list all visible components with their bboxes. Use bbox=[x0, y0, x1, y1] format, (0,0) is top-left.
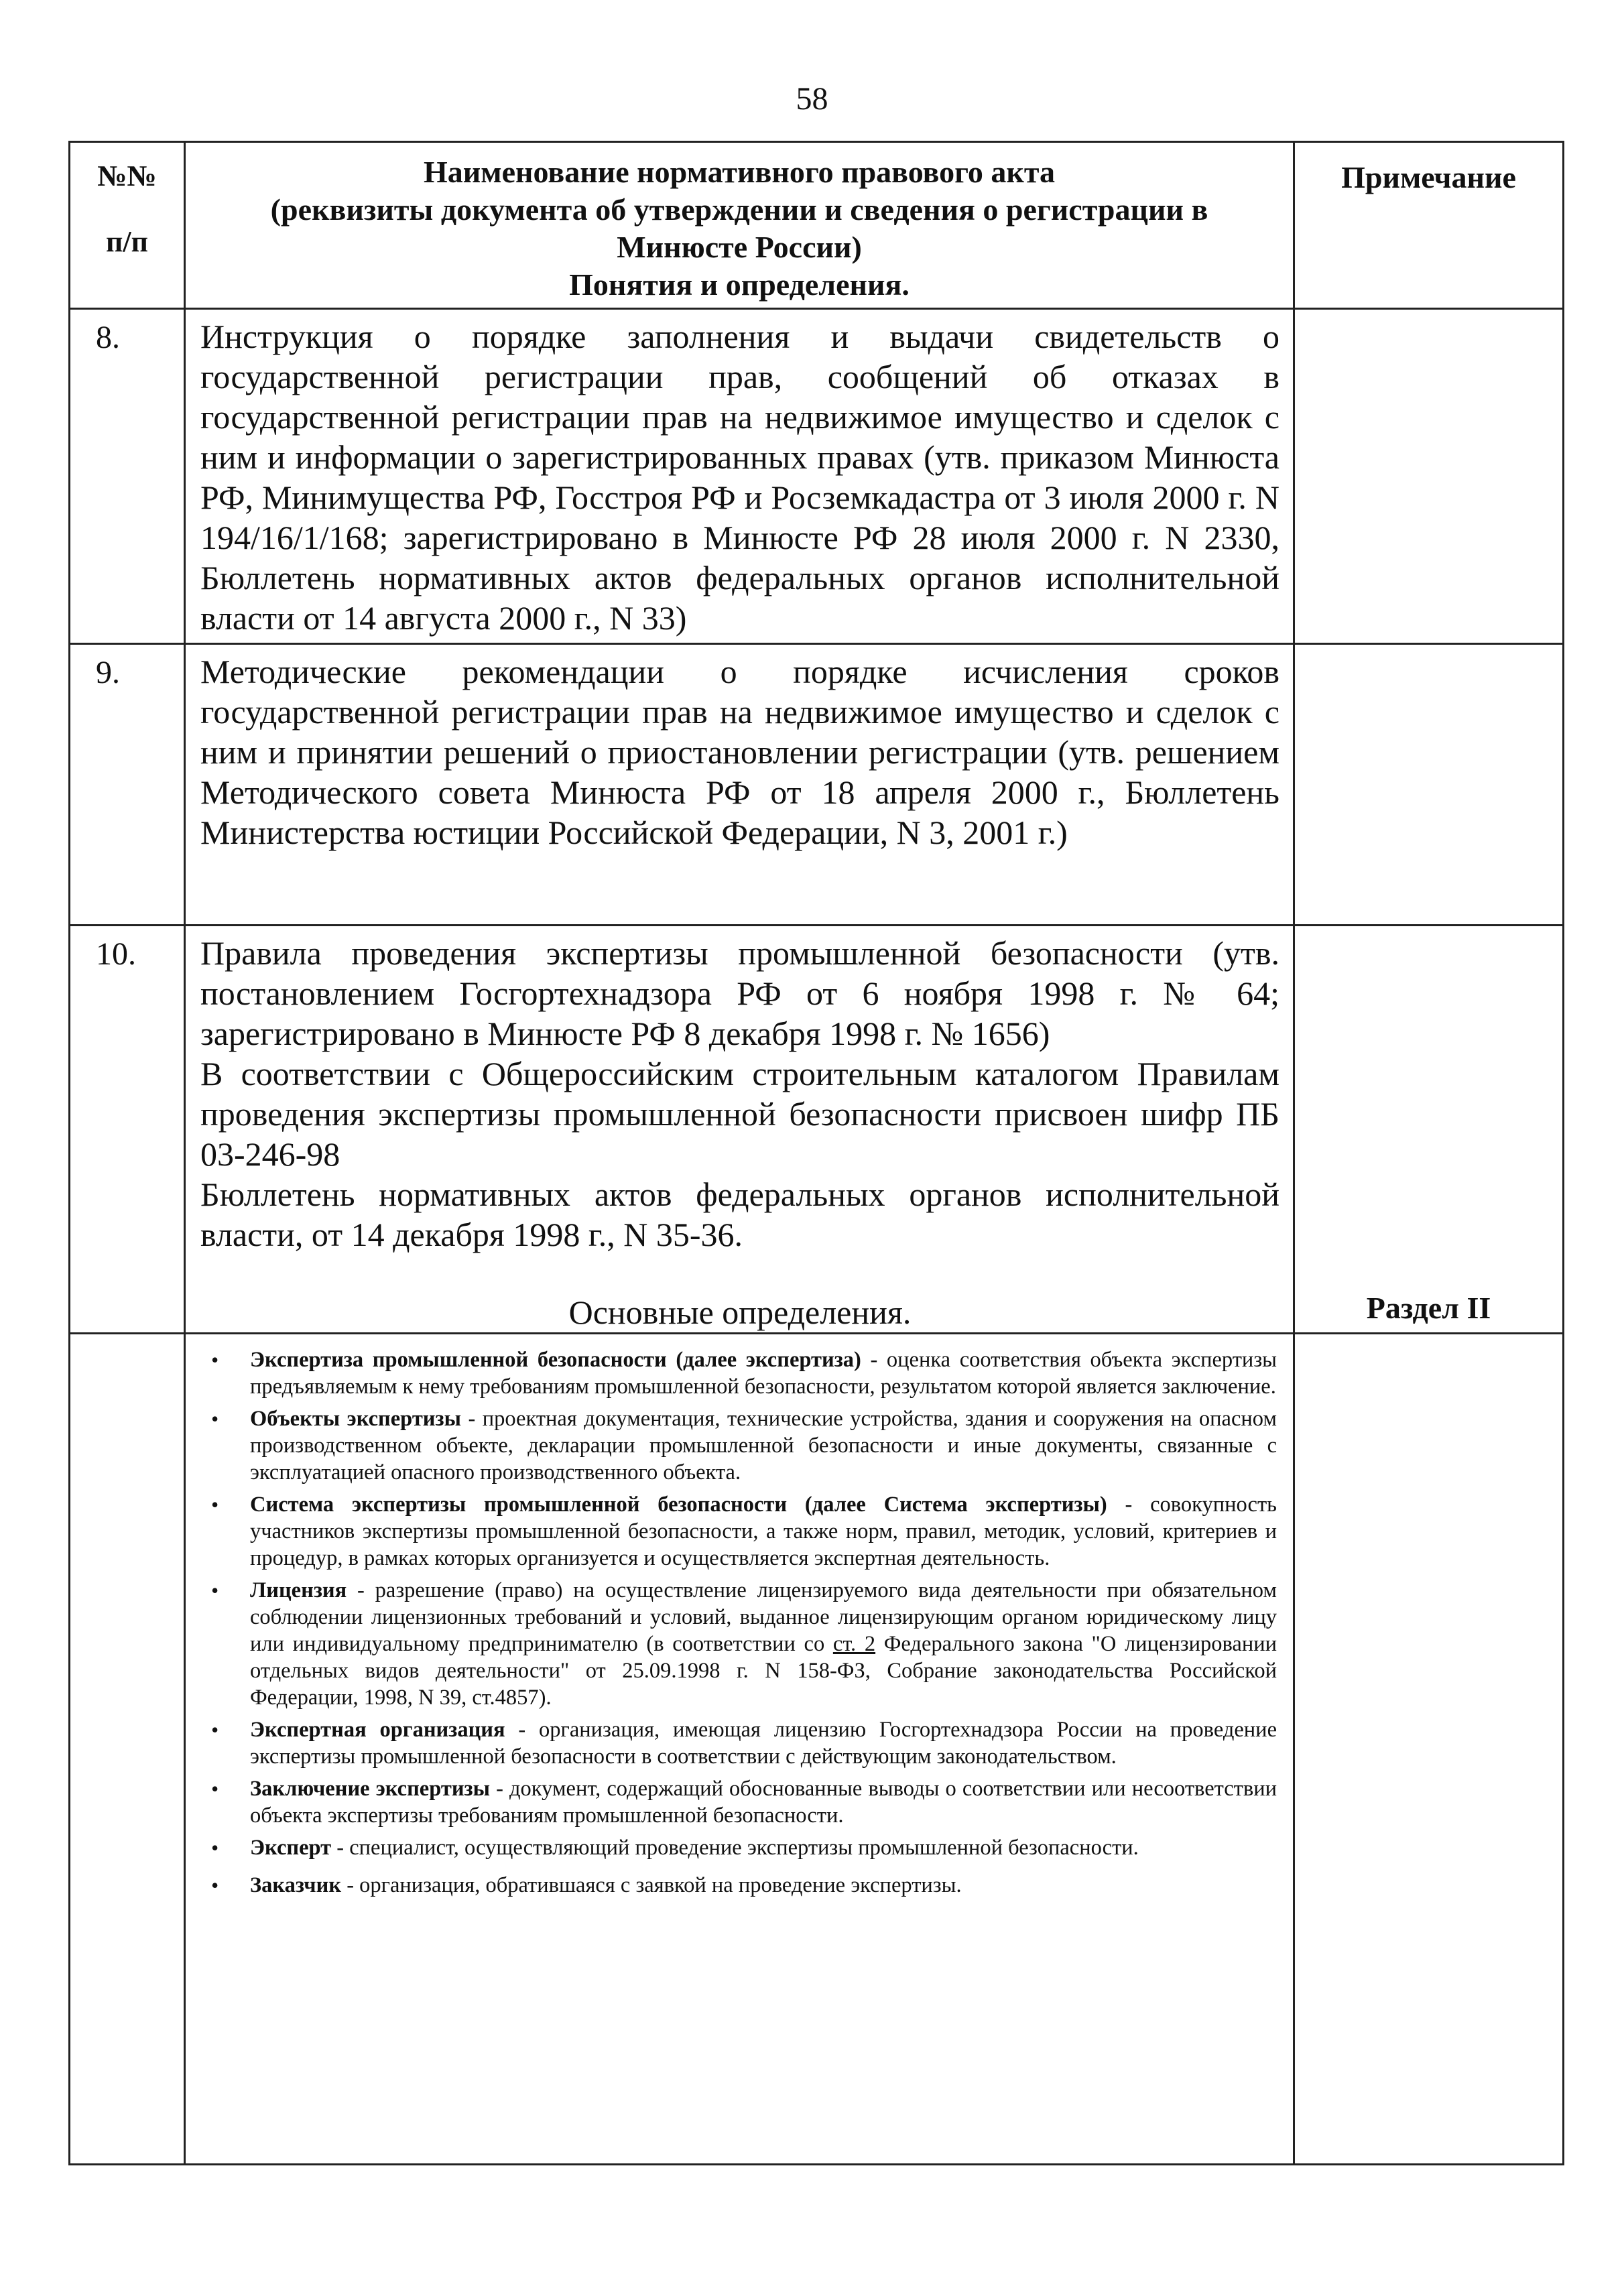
table-row bbox=[70, 926, 1564, 1334]
definition-item bbox=[202, 1491, 1277, 1572]
row-text-paragraph: Инструкция о порядке заполнения и выдачи свидетельств о государственной регистрации прав, сообщений об отказах в государственной регистрации прав на недвижимое имущество и сделок с ним и информации о зарегистрированных правах (утв. приказом Минюста РФ, Минимущества РФ, Госстроя РФ и Росземкадастра от 3 июля 2000 г. N 194/16/1/168; зарегистрировано в Минюсте РФ 28 июля 2000 г. N 2330, Бюллетень нормативных актов федеральных органов исполнительной власти от 14 августа 2000 г., N 33) bbox=[200, 318, 1279, 637]
definition-term: Экспертиза промышленной безопасности (далее экспертиза) bbox=[250, 1348, 861, 1372]
definition-item bbox=[202, 1346, 1277, 1400]
row-text bbox=[185, 644, 1294, 926]
definition-term: Заказчик bbox=[250, 1873, 342, 1897]
definition-item bbox=[202, 1405, 1277, 1486]
header-note-column: Примечание bbox=[1294, 142, 1564, 309]
definition-text: - организация, имеющая лицензию Госгортехнадзора России на проведение экспертизы промышленной безопасности в соответствии с действующим законодательством. bbox=[250, 1718, 1277, 1769]
row-number: 9. bbox=[70, 644, 185, 926]
row-text-paragraph: Бюллетень нормативных актов федеральных органов исполнительной власти, от 14 декабря 1998 г., N 35-36. bbox=[200, 1176, 1279, 1253]
row-note bbox=[1294, 309, 1564, 644]
table-row bbox=[70, 644, 1564, 926]
bullet-icon: • bbox=[211, 1718, 219, 1742]
row-number: 8. bbox=[70, 309, 185, 644]
definition-term: Заключение экспертизы bbox=[250, 1777, 490, 1801]
definition-text: - документ, содержащий обоснованные выводы о соответствии или несоответствии объекта экспертизы требованиям промышленной безопасности. bbox=[250, 1777, 1277, 1828]
definition-item bbox=[202, 1716, 1277, 1770]
definitions-cell bbox=[185, 1334, 1294, 2165]
row-note bbox=[1294, 644, 1564, 926]
definition-item bbox=[202, 1577, 1277, 1711]
header-title-line3: Минюсте России) bbox=[617, 230, 862, 264]
table-header-row bbox=[70, 142, 1564, 309]
row-text bbox=[185, 926, 1294, 1334]
regulations-table bbox=[68, 141, 1564, 2165]
definition-text: - организация, обратившаяся с заявкой на проведение экспертизы. bbox=[341, 1873, 962, 1897]
bullet-icon: • bbox=[211, 1873, 219, 1897]
row-note-section: Раздел II bbox=[1294, 926, 1564, 1334]
header-number-column bbox=[70, 142, 185, 309]
definition-text: - специалист, осуществляющий проведение экспертизы промышленной безопасности. bbox=[331, 1836, 1139, 1860]
bullet-icon: • bbox=[211, 1777, 219, 1801]
row-number-empty bbox=[70, 1334, 185, 2165]
section-heading: Основные определения. bbox=[568, 1293, 912, 1331]
bullet-icon: • bbox=[211, 1578, 219, 1602]
definition-term: Лицензия bbox=[250, 1578, 347, 1602]
law-article-link[interactable]: ст. 2 bbox=[832, 1632, 876, 1656]
bullet-icon: • bbox=[211, 1407, 219, 1431]
definition-text: Федерального закона "О лицензировании отдельных видов деятельности" от 25.09.1998 г. N 158-ФЗ, Собрание законодательства Российской Федерации, 1998, N 39, ст.4857). bbox=[250, 1632, 1277, 1710]
definition-term: Эксперт bbox=[250, 1836, 332, 1860]
page-number: 58 bbox=[796, 81, 828, 117]
definitions-row bbox=[70, 1334, 1564, 2165]
definition-term: Система экспертизы промышленной безопасности (далее Система экспертизы) bbox=[250, 1493, 1107, 1517]
definition-item bbox=[202, 1872, 1277, 1899]
row-text-paragraph: Методические рекомендации о порядке исчисления сроков государственной регистрации прав на недвижимое имущество и сделок с ним и принятии решений о приостановлении регистрации (утв. решением Методического совета Минюста РФ от 18 апреля 2000 г., Бюллетень Министерства юстиции Российской Федерации, N 3, 2001 г.) bbox=[200, 653, 1279, 851]
definition-text: - оценка соответствия объекта экспертизы предъявляемым к нему требованиям промышленной безопасности, результатом которой является заключение. bbox=[250, 1348, 1277, 1399]
definition-text: - совокупность участников экспертизы промышленной безопасности, а также норм, правил, методик, условий, критериев и процедур, в рамках которых организуется и осуществляется экспертная деятельность. bbox=[250, 1493, 1277, 1570]
header-num-line2: п/п bbox=[106, 225, 148, 258]
bullet-icon: • bbox=[211, 1493, 219, 1517]
table-row bbox=[70, 309, 1564, 644]
row-text-paragraph: Правила проведения экспертизы промышленной безопасности (утв. постановлением Госгортехнадзора РФ от 6 ноября 1998 г. № 64; зарегистрировано в Минюсте РФ 8 декабря 1998 г. № 1656) bbox=[200, 934, 1279, 1052]
definition-item bbox=[202, 1775, 1277, 1829]
row-note-empty bbox=[1294, 1334, 1564, 2165]
header-title-column bbox=[185, 142, 1294, 309]
bullet-icon: • bbox=[211, 1836, 219, 1860]
row-text bbox=[185, 309, 1294, 644]
header-title-line1: Наименование нормативного правового акта bbox=[424, 155, 1055, 189]
header-num-line1: №№ bbox=[97, 160, 157, 192]
row-number: 10. bbox=[70, 926, 185, 1334]
header-title-line2: (реквизиты документа об утверждении и сведения о регистрации в bbox=[270, 192, 1208, 227]
definition-term: Объекты экспертизы bbox=[250, 1407, 461, 1431]
definition-item bbox=[202, 1834, 1277, 1861]
definition-text: - проектная документация, технические устройства, здания и сооружения на опасном производственном объекте, декларации промышленной безопасности и иные документы, связанные с эксплуатацией опасного производственного объекта. bbox=[250, 1407, 1277, 1484]
definitions-list bbox=[186, 1334, 1293, 1899]
bullet-icon: • bbox=[211, 1348, 219, 1372]
definition-text: - разрешение (право) на осуществление лицензируемого вида деятельности при обязательном соблюдении лицензионных требований и условий, выданное лицензирующим органом юридическому лицу или индивидуальному предпринимателю (в соответствии со bbox=[250, 1578, 1277, 1656]
row-text-paragraph: В соответствии с Общероссийским строительным каталогом Правилам проведения экспертизы промышленной безопасности присвоен шифр ПБ 03-246-98 bbox=[200, 1055, 1279, 1173]
definition-term: Экспертная организация bbox=[250, 1718, 505, 1742]
header-title-line4: Понятия и определения. bbox=[569, 267, 910, 302]
